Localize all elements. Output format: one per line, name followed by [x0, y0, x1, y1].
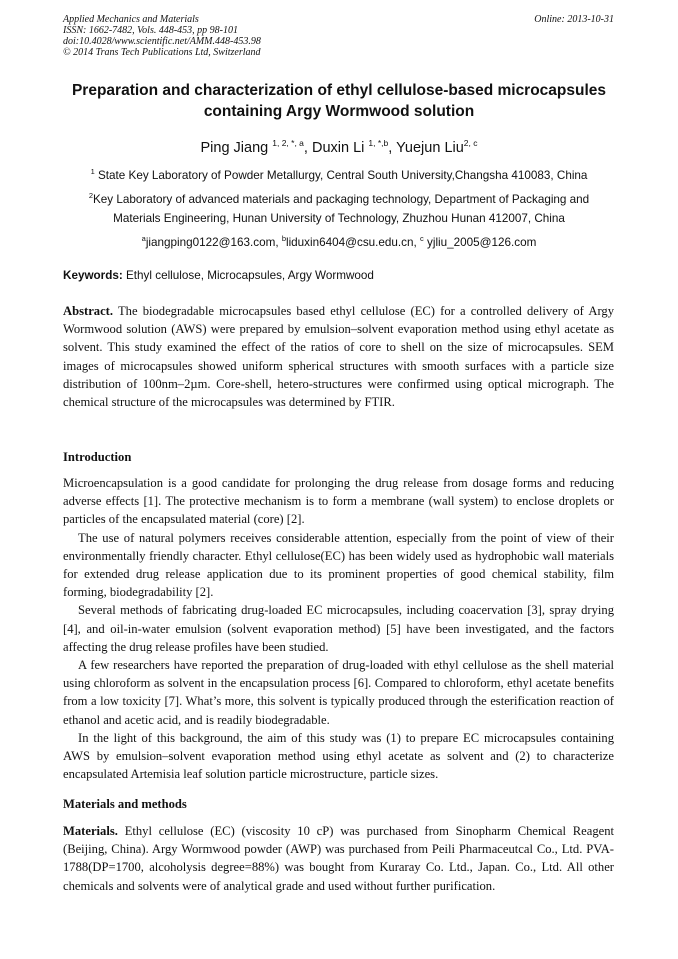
- email-superscript: b: [281, 234, 286, 243]
- affiliation-text: State Key Laboratory of Powder Metallurgy, Central South University,Changsha 410083, China: [98, 169, 588, 182]
- copyright-line: © 2014 Trans Tech Publications Ltd, Switzerland: [63, 47, 261, 58]
- email-address: jiangping0122@163.com: [145, 236, 276, 249]
- affiliation-text: Materials Engineering, Hunan University of Technology, Zhuzhou Hunan 412007, China: [113, 212, 565, 225]
- email-superscript: c: [420, 234, 424, 243]
- keywords-text: Ethyl cellulose, Microcapsules, Argy Wormwood: [126, 269, 374, 282]
- author-name: Yuejun Liu: [396, 140, 464, 156]
- author-superscript: 2, c: [463, 138, 478, 148]
- paragraph: Microencapsulation is a good candidate for prolonging the drug release from dosage forms and reducing adverse effects [1]. The protective mechanism is to form a membrane (wall system) to enclose droplets or particles of the encapsulated material (core) [2].: [63, 476, 614, 527]
- affiliation-1: [50, 162, 628, 185]
- materials-section: [63, 822, 614, 895]
- affiliation-text: Key Laboratory of advanced materials and packaging technology, Department of Packaging and: [93, 193, 590, 206]
- affiliation-number: 1: [90, 167, 95, 176]
- abstract-label: Abstract.: [63, 304, 114, 318]
- paragraph: The use of natural polymers receives considerable attention, especially from the point of view of their environmentally friendly character. Ethyl cellulose(EC) has been widely used as hydrophobic wall materials for extended drug release application due to its prominent properties of good chemical stability, film forming, biodegradability [2].: [63, 530, 614, 600]
- email-superscript: a: [141, 234, 146, 243]
- doi-line: doi:10.4028/www.scientific.net/AMM.448-453.98: [63, 36, 261, 47]
- author-name: Ping Jiang: [200, 140, 269, 156]
- email-address: yjliu_2005@126.com: [427, 236, 537, 249]
- paragraph: In the light of this background, the aim of this study was (1) to prepare EC microcapsules containing AWS by emulsion–solvent evaporation method using ethyl acetate as solvent and (2) to characterize encapsulated Artemisia leaf solution particle microstructure, particle sizes.: [63, 730, 614, 782]
- affiliation-2: [50, 186, 628, 228]
- affiliation-number: 2: [88, 191, 93, 200]
- materials-label: Materials.: [63, 824, 118, 838]
- keywords-label: Keywords:: [63, 269, 123, 282]
- issn-line: ISSN: 1662-7482, Vols. 448-453, pp 98-101: [63, 25, 238, 36]
- section-heading-introduction: Introduction: [63, 450, 132, 464]
- abstract-text: The biodegradable microcapsules based ethyl cellulose (EC) for a controlled delivery of Argy Wormwood solution (AWS) were prepared by emulsion–solvent evaporation method using ethyl acetate as solvent. This study examined the effect of the ratios of core to shell on the size of microcapsules. SEM images of microcapsules showed uniform spherical structures with smooth surfaces with a particle size distribution of 100nm–2µm. Core-shell, hetero-structures were confirmed using optical micrograph. The chemical structure of the microcapsules was determined by FTIR.: [63, 304, 614, 410]
- materials-text: Ethyl cellulose (EC) (viscosity 10 cP) was purchased from Sinopharm Chemical Reagent (Beijing, China). Argy Wormwood powder (AWP) was purchased from Peili Pharmaceutcal Co., Ltd. PVA-1788(DP=1700, alcoholysis degree=88%) was bought from Kuraray Co. Ltd., Japan. Co., Ltd. All other chemicals and solvents were of analytical grade and used without further purification.: [63, 824, 614, 893]
- author-superscript: 1, *,b: [368, 138, 389, 148]
- journal-name: Applied Mechanics and Materials: [63, 14, 199, 25]
- journal-header: [63, 14, 261, 58]
- author-superscript: 1, 2, *, a: [272, 138, 304, 148]
- abstract: [63, 302, 614, 411]
- online-date: Online: 2013-10-31: [534, 14, 614, 25]
- author-name: Duxin Li: [311, 140, 365, 156]
- keywords: [63, 268, 374, 284]
- paragraph: Several methods of fabricating drug-loaded EC microcapsules, including coacervation [3], spray drying [4], and oil-in-water emulsion (solvent evaporation method) [5] have been investigated, and the factors affecting the drug release profiles have been studied.: [63, 603, 614, 654]
- author-list: Ping Jiang $^{1, 2, *, a}$, Duxin Li $^{1, *,b}$, Yuejun Liu$^{2, c}$: [200, 138, 478, 156]
- paragraph: A few researchers have reported the preparation of drug-loaded with ethyl cellulose as the shell material using chloroform as solvent in the encapsulation process [6]. Compared to chloroform, ethyl acetate benefits from a low toxicity [7]. What’s more, this solvent is typically produced through the esterification reaction of ethanol and acetic acid, and is readily biodegradable.: [63, 658, 614, 727]
- email-list: $^a$jiangping0122@163.com, $^b$liduxin6404@csu.edu.cn, $^c$ yjliu_2005@126.com: [141, 234, 537, 249]
- title-line-1: Preparation and characterization of ethyl cellulose-based microcapsules: [71, 82, 607, 99]
- email-address: liduxin6404@csu.edu.cn: [285, 236, 414, 249]
- title-line-2: containing Argy Wormwood solution: [203, 103, 475, 120]
- introduction-section: [63, 474, 614, 783]
- section-heading-methods: Materials and methods: [63, 797, 187, 811]
- paper-title: [50, 80, 628, 122]
